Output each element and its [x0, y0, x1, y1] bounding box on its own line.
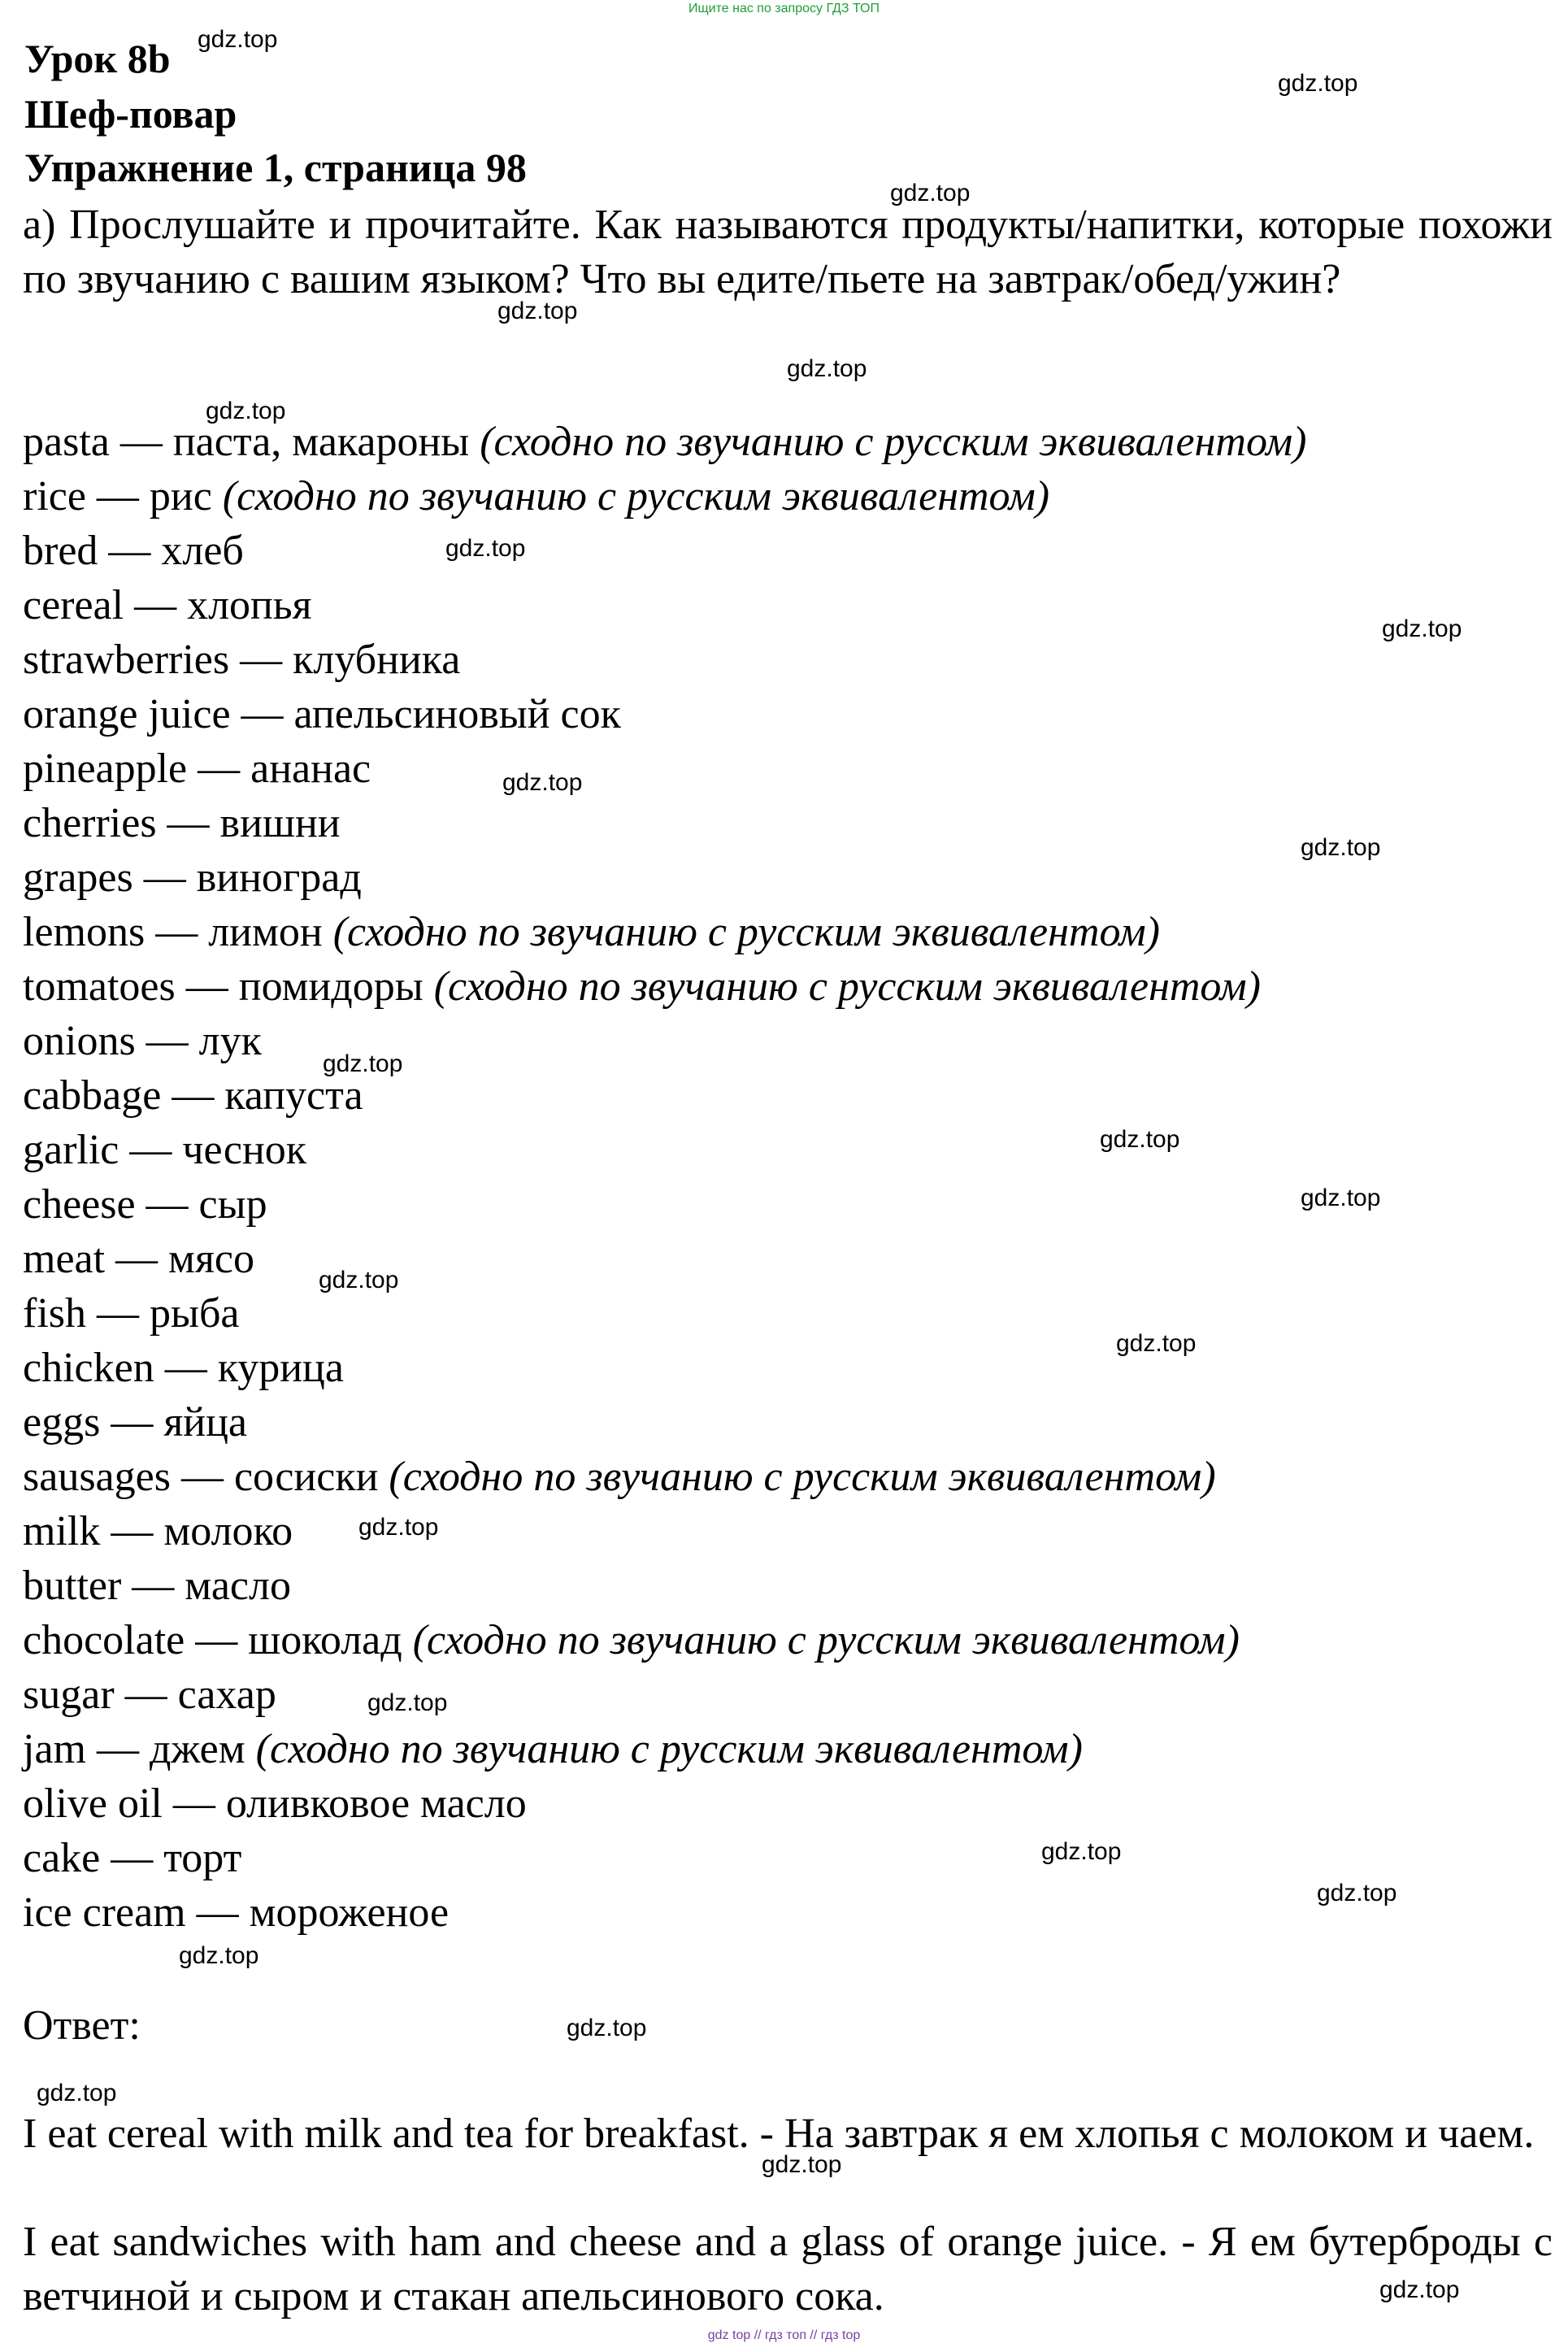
similar-sound-note: (сходно по звучанию с русским эквивалентом): [412, 1617, 1240, 1663]
vocabulary-text: cake — торт: [23, 1835, 242, 1881]
lesson-title: Урок 8b: [24, 36, 171, 81]
vocabulary-text: bred — хлеб: [23, 528, 244, 574]
vocabulary-item: [23, 633, 460, 687]
vocabulary-text: milk — молоко: [23, 1508, 293, 1554]
similar-sound-note: (сходно по звучанию с русским эквивалентом): [222, 473, 1050, 520]
vocabulary-text: sugar — сахар: [23, 1672, 276, 1718]
watermark: gdz.top: [445, 535, 526, 562]
watermark: gdz.top: [1116, 1330, 1197, 1357]
vocabulary-item: [23, 741, 371, 796]
vocabulary-item: [23, 1014, 262, 1068]
exercise-title: Упражнение 1, страница 98: [24, 145, 527, 190]
vocabulary-item: [23, 1450, 1216, 1504]
similar-sound-note: (сходно по звучанию с русским эквивалентом): [480, 419, 1307, 465]
vocabulary-item: [23, 1722, 1083, 1776]
vocabulary-text: ice cream — мороженое: [23, 1889, 450, 1936]
vocabulary-text: garlic — чеснок: [23, 1127, 307, 1173]
watermark: gdz.top: [502, 769, 583, 796]
vocabulary-item: [23, 687, 621, 741]
vocabulary-text: rice — рис: [23, 473, 212, 520]
vocabulary-item: [23, 524, 244, 578]
vocabulary-item: [23, 850, 362, 905]
vocabulary-item: [23, 905, 1160, 959]
vocabulary-item: [23, 1286, 239, 1341]
watermark: gdz.top: [367, 1689, 448, 1716]
watermark: gdz.top: [323, 1050, 403, 1077]
vocabulary-text: cheese — сыр: [23, 1181, 267, 1228]
watermark: gdz.top: [1382, 615, 1462, 642]
vocabulary-item: [23, 1667, 276, 1722]
vocabulary-text: chocolate — шоколад: [23, 1617, 402, 1663]
vocabulary-item: [23, 1177, 267, 1232]
vocabulary-item: [23, 469, 1049, 524]
answer-sentence-2: I eat sandwiches with ham and cheese and a glass of orange juice. - Я ем бутерброды с ветчиной и сыром и стакан апельсинового сока.: [23, 2219, 1553, 2319]
vocabulary-item: [23, 959, 1261, 1014]
vocabulary-text: strawberries — клубника: [23, 637, 461, 683]
top-banner[interactable]: Ищите нас по запросу ГДЗ ТОП: [688, 2, 880, 15]
watermark: gdz.top: [1301, 834, 1381, 861]
vocabulary-item: [23, 1613, 1240, 1667]
similar-sound-note: (сходно по звучанию с русским эквивалентом): [332, 909, 1160, 955]
watermark: gdz.top: [890, 180, 971, 207]
task-instructions: а) Прослушайте и прочитайте. Как называются продукты/напитки, которые похожи по звучанию с вашим языком? Что вы едите/пьете на завтрак/обед/ужин?: [23, 202, 1553, 302]
watermark: gdz.top: [567, 2015, 647, 2041]
vocabulary-item: [23, 1341, 344, 1395]
vocabulary-item: [23, 1831, 241, 1885]
vocabulary-item: [23, 1395, 247, 1450]
watermark: gdz.top: [198, 26, 278, 53]
vocabulary-text: orange juice — апельсиновый сок: [23, 691, 621, 737]
vocabulary-item: [23, 1504, 293, 1559]
similar-sound-note: (сходно по звучанию с русским эквивалентом): [255, 1726, 1083, 1772]
watermark: gdz.top: [358, 1514, 439, 1541]
vocabulary-text: fish — рыба: [23, 1290, 240, 1337]
watermark: gdz.top: [319, 1267, 399, 1293]
vocabulary-text: chicken — курица: [23, 1345, 344, 1391]
vocabulary-text: lemons — лимон: [23, 909, 323, 955]
vocabulary-item: [23, 1885, 449, 1940]
vocabulary-item: [23, 1232, 254, 1286]
vocabulary-text: tomatoes — помидоры: [23, 963, 423, 1010]
watermark: gdz.top: [1379, 2276, 1460, 2303]
watermark: gdz.top: [497, 298, 578, 324]
vocabulary-item: [23, 1123, 306, 1177]
similar-sound-note: (сходно по звучанию с русским эквивалентом): [389, 1454, 1216, 1500]
vocabulary-text: eggs — яйца: [23, 1399, 247, 1446]
vocabulary-item: [23, 796, 341, 850]
vocabulary-text: jam — джем: [23, 1726, 245, 1772]
watermark: gdz.top: [787, 355, 867, 382]
vocabulary-item: [23, 578, 312, 633]
answer-label: Ответ:: [23, 2002, 141, 2049]
vocabulary-text: grapes — виноград: [23, 854, 362, 901]
vocabulary-text: cabbage — капуста: [23, 1072, 363, 1119]
watermark: gdz.top: [1100, 1126, 1180, 1153]
topic-title: Шеф-повар: [24, 91, 237, 137]
answer-sentence-1: I eat cereal with milk and tea for breakfast. - На завтрак я ем хлопья с молоком и чаем.: [23, 2111, 1535, 2157]
vocabulary-text: cherries — вишни: [23, 800, 341, 846]
watermark: gdz.top: [37, 2080, 117, 2106]
vocabulary-text: pineapple — ананас: [23, 746, 371, 792]
similar-sound-note: (сходно по звучанию с русским эквивалентом): [433, 963, 1261, 1010]
vocabulary-text: cereal — хлопья: [23, 582, 312, 628]
watermark: gdz.top: [1301, 1185, 1381, 1211]
watermark: gdz.top: [1278, 70, 1358, 97]
watermark: gdz.top: [1041, 1838, 1122, 1865]
vocabulary-item: [23, 1776, 527, 1831]
vocabulary-text: olive oil — оливковое масло: [23, 1780, 527, 1827]
watermark: gdz.top: [179, 1942, 259, 1969]
watermark: gdz.top: [762, 2151, 842, 2178]
vocabulary-text: sausages — сосиски: [23, 1454, 379, 1500]
watermark: gdz.top: [206, 398, 286, 424]
watermark: gdz.top: [1317, 1880, 1397, 1906]
footer-links[interactable]: gdz top // гдз топ // гдз top: [707, 2328, 861, 2342]
vocabulary-text: meat — мясо: [23, 1236, 254, 1282]
vocabulary-text: onions — лук: [23, 1018, 262, 1064]
vocabulary-text: pasta — паста, макароны: [23, 419, 470, 465]
vocabulary-item: [23, 1068, 363, 1123]
vocabulary-item: [23, 1559, 291, 1613]
vocabulary-text: butter — масло: [23, 1563, 291, 1609]
